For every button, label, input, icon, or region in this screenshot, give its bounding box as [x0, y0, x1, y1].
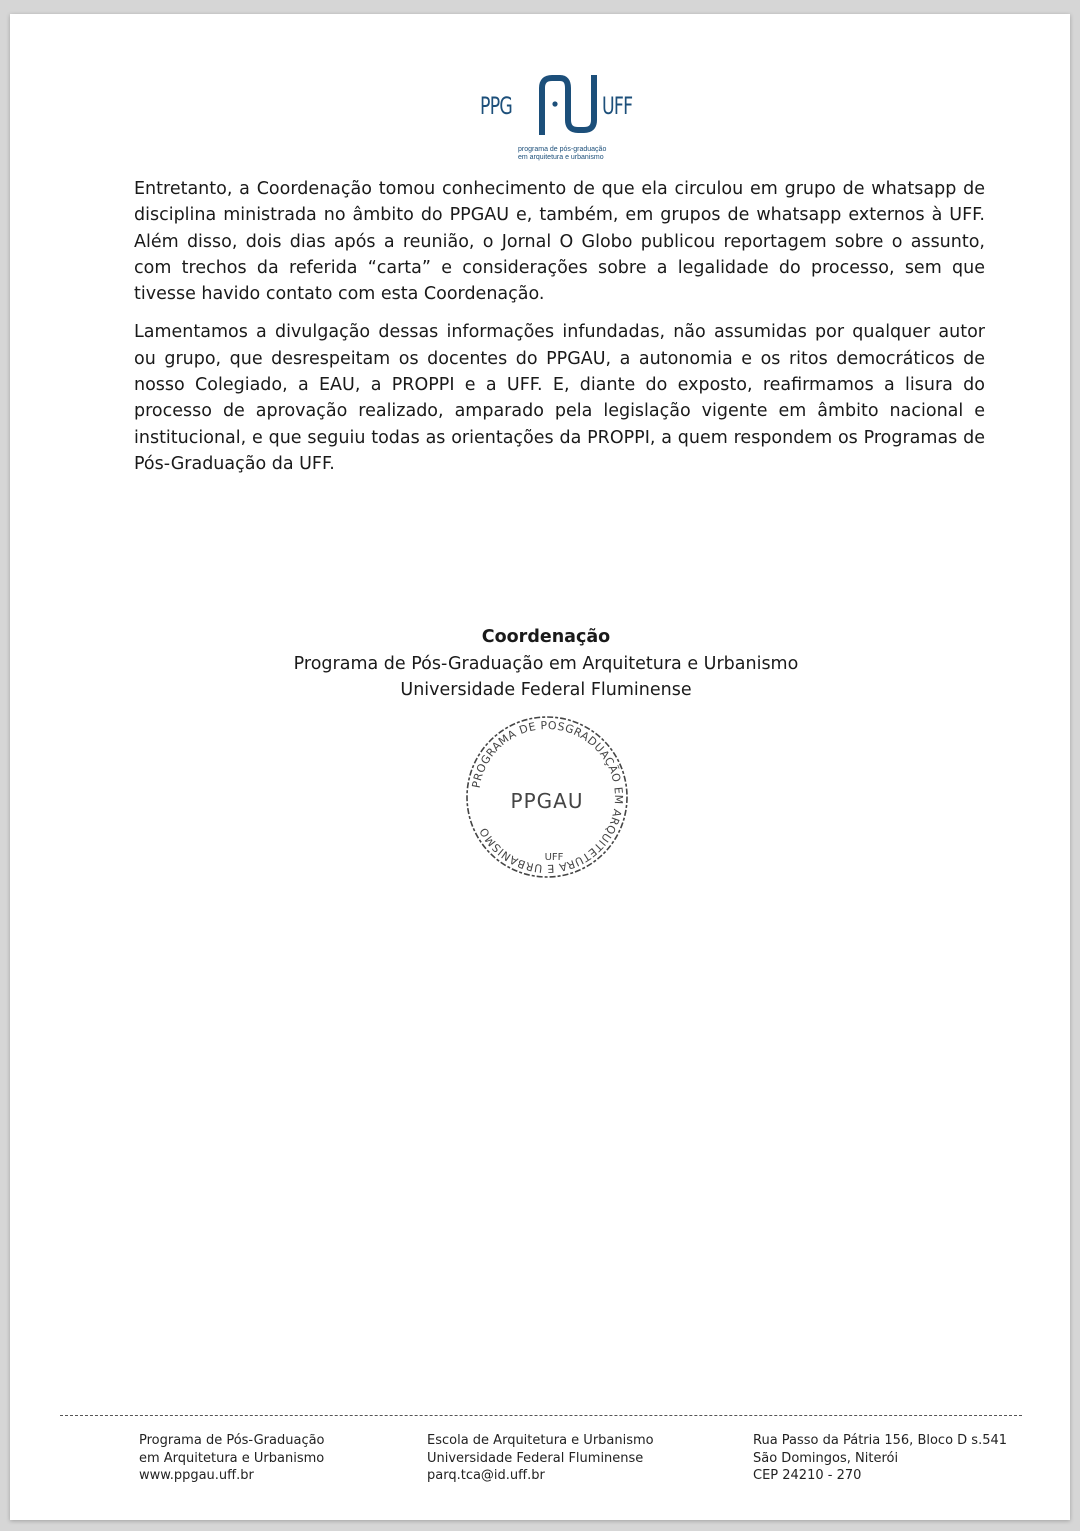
- footer-line: São Domingos, Niterói: [753, 1450, 899, 1466]
- footer-email: parq.tca@id.uff.br: [427, 1468, 545, 1483]
- ppgau-stamp: [462, 712, 632, 882]
- letter-body: [134, 176, 985, 489]
- footer-program-info: [139, 1432, 325, 1485]
- ppgau-logo: [480, 62, 650, 168]
- footer-school-info: [427, 1432, 654, 1485]
- footer-line: em Arquitetura e Urbanismo: [139, 1450, 325, 1466]
- logo-subtitle-line2: em arquitetura e urbanismo: [518, 154, 604, 161]
- footer-website: www.ppgau.uff.br: [139, 1468, 254, 1483]
- paragraph: Entretanto, a Coordenação tomou conhecimento de que ela circulou em grupo de whatsapp de disciplina ministrada no âmbito do PPGAU e, também, em grupos de whatsapp externos à UFF. Além disso, dois dias após a reunião, o Jornal O Globo publicou reportagem sobre o assunto, com trechos da referida “carta” e considerações sobre a legalidade do processo, sem que tivesse havido contato com esta Coordenação.: [134, 179, 985, 305]
- logo-subtitle-line1: programa de pós-graduação: [518, 146, 607, 153]
- footer-line: Universidade Federal Fluminense: [427, 1450, 644, 1466]
- footer-line: CEP 24210 - 270: [753, 1468, 862, 1483]
- signature-title: Coordenação: [481, 627, 611, 647]
- stamp-ring-text: PROGRAMA DE POSGRADUAÇÃO EM ARQUITETURA E URBANISMO: [469, 718, 626, 876]
- footer-divider: [60, 1415, 1022, 1416]
- logo-ppg-text: PPG: [480, 92, 513, 120]
- stamp-center-text: PPGAU: [510, 789, 584, 813]
- stamp-bottom-text: UFF: [544, 852, 564, 863]
- footer-line: Escola de Arquitetura e Urbanismo: [427, 1433, 654, 1448]
- footer-line: Programa de Pós-Graduação: [139, 1433, 325, 1448]
- signature-program: Programa de Pós-Graduação em Arquitetura e Urbanismo: [293, 653, 799, 674]
- logo-subtitle: [518, 146, 628, 162]
- footer-address: [753, 1432, 1007, 1485]
- signature-university: Universidade Federal Fluminense: [400, 680, 692, 700]
- paragraph: Lamentamos a divulgação dessas informações infundadas, não assumidas por qualquer autor ou grupo, que desrespeitam os docentes do PPGAU, a autonomia e os ritos democráticos de nosso Colegiado, a EAU, a PROPPI e a UFF. E, diante do exposto, reafirmamos a lisura do processo de aprovação realizado, amparado pela legislação vigente em âmbito nacional e institucional, e que seguiu todas as orientações da PROPPI, a quem respondem os Programas de Pós-Graduação da UFF.: [134, 322, 985, 474]
- footer-line: Rua Passo da Pátria 156, Bloco D s.541: [753, 1433, 1008, 1448]
- signature-block: [10, 624, 1080, 704]
- logo-au-mark-icon: [536, 74, 600, 136]
- logo-uff-text: UFF: [602, 92, 633, 120]
- document-page: [10, 14, 1070, 1520]
